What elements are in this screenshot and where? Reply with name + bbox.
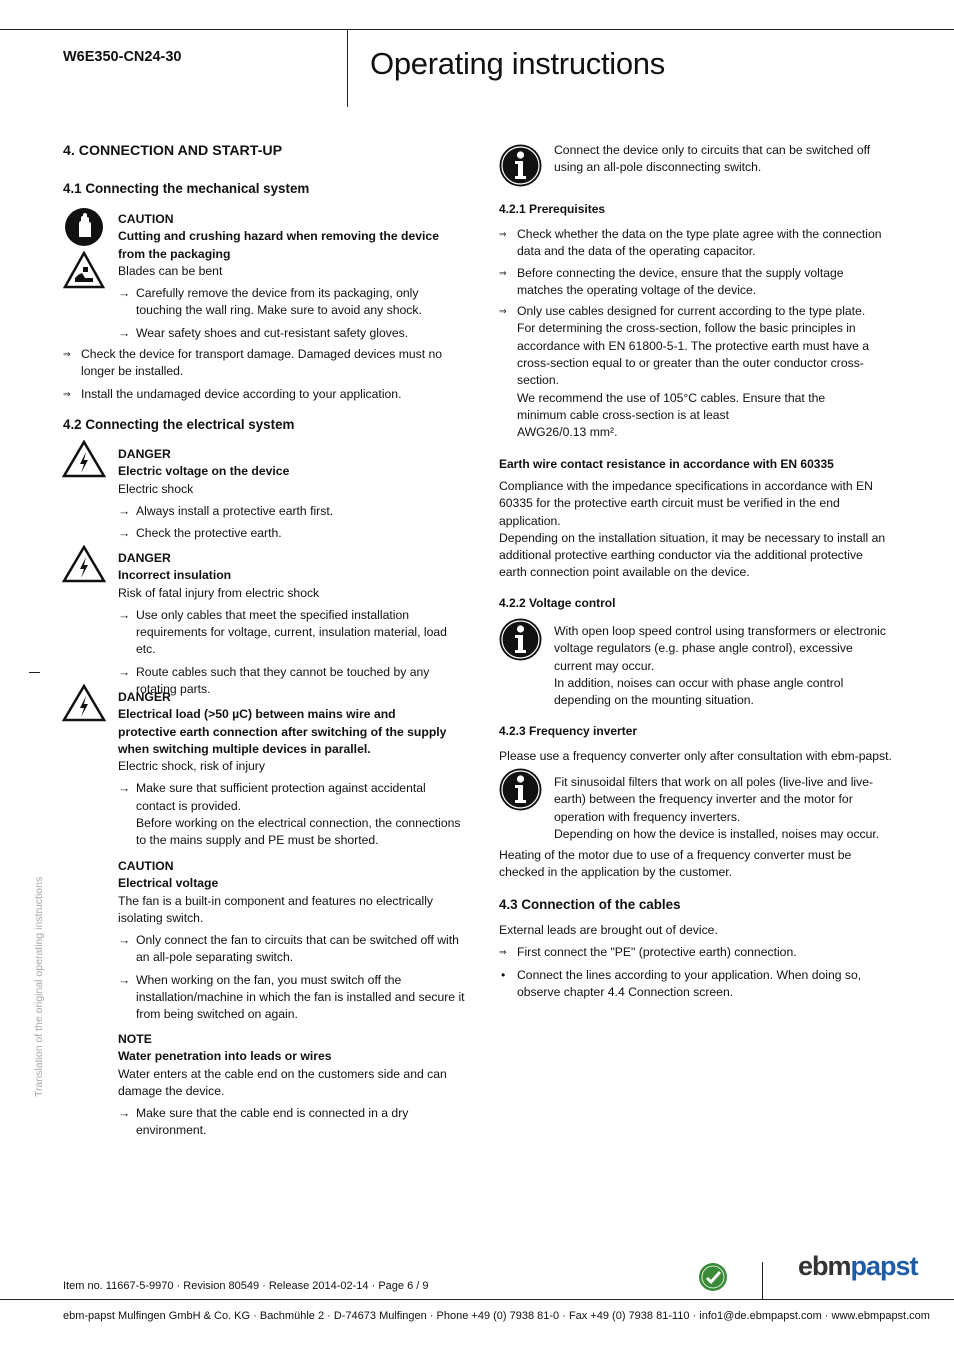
danger-label: DANGER	[118, 551, 171, 565]
gloves-icon	[63, 207, 105, 252]
note-text: Water enters at the cable end on the customers side and can damage the device.	[118, 1066, 447, 1098]
info-icon	[499, 768, 542, 816]
electric-warning-icon	[62, 440, 106, 483]
caution-label: CAUTION	[118, 859, 174, 873]
footer-rule	[0, 1299, 954, 1300]
footer-divider	[762, 1262, 763, 1300]
danger-headline: Electrical load (>50 µC) between mains wire and protective earth connection after switching of the supply when switching multiple devices in parallel.	[118, 707, 447, 756]
section-4-2-1-title: 4.2.1 Prerequisites	[499, 202, 606, 216]
caution-text: Blades can be bent	[118, 263, 223, 278]
electric-warning-icon	[62, 684, 106, 727]
caution-text: The fan is a built-in component and features no electrically isolating switch.	[118, 893, 434, 925]
caution-headline: Cutting and crushing hazard when removing the device from the packaging	[118, 229, 439, 261]
caution-action: → Only connect the fan to circuits that can be switched off with an all-pole separating switch.	[118, 932, 466, 967]
danger-label: DANGER	[118, 690, 171, 704]
bullet-item: ⇒ Only use cables designed for current according to the type plate.	[517, 304, 866, 319]
info-text: Connect the device only to circuits that can be switched off using an all-pole disconnecting switch.	[554, 143, 871, 175]
danger-action: → Route cables such that they cannot be touched by any rotating parts.	[118, 664, 446, 699]
danger-action: → Make sure that sufficient protection against accidental contact is provided.	[136, 781, 426, 813]
bullet-item: ⇒ Install the undamaged device according to your application.	[63, 386, 463, 403]
paragraph: External leads are brought out of device.	[499, 923, 718, 937]
margin-tick	[29, 672, 40, 673]
logo-ebm: ebm	[798, 1251, 851, 1281]
header-top-rule	[0, 29, 954, 30]
model-number: W6E350-CN24-30	[63, 49, 182, 65]
bullet-item: ⇒ Before connecting the device, ensure that the supply voltage matches the operating voltage of the device.	[499, 265, 889, 300]
item-info: Item no. 11667-5-9970 · Revision 80549 · Release 2014-02-14 · Page 6 / 9	[63, 1280, 429, 1292]
danger-action: → Use only cables that meet the specified installation requirements for voltage, current, insulation material, load etc.	[118, 607, 466, 659]
note-action: → Make sure that the cable end is connected in a dry environment.	[118, 1105, 436, 1140]
caution-headline: Electrical voltage	[118, 876, 219, 891]
danger-label: DANGER	[118, 447, 171, 461]
caution-label: CAUTION	[118, 212, 174, 226]
note-label: NOTE	[118, 1032, 152, 1046]
bullet-item: • Connect the lines according to your application. When doing so, observe chapter 4.4 Connection screen.	[499, 967, 877, 1002]
ebmpapst-logo	[798, 1251, 918, 1281]
section-title: 4. CONNECTION AND START-UP	[63, 143, 283, 159]
section-4-2-3-title: 4.2.3 Frequency inverter	[499, 724, 638, 738]
danger-action: → Check the protective earth.	[118, 525, 468, 542]
danger-text: Electric shock	[118, 481, 194, 496]
info-text: Fit sinusoidal filters that work on all poles (live-live and live-earth) between the frequency inverter and the motor for operation with frequency inverters.	[554, 775, 874, 824]
danger-text: Risk of fatal injury from electric shock	[118, 585, 320, 600]
earth-wire-title: Earth wire contact resistance in accordance with EN 60335	[499, 457, 834, 471]
caution-action: → Carefully remove the device from its packaging, only touching the wall ring. Make sure to avoid any shock.	[118, 285, 466, 320]
greentech-badge-icon	[698, 1262, 728, 1297]
danger-action-note: Before working on the electrical connection, the connections to the mains supply and PE must be shorted.	[136, 816, 461, 848]
section-4-2-title: 4.2 Connecting the electrical system	[63, 417, 295, 432]
bullet-subtext: We recommend the use of 105°C cables. Ensure that the minimum cable cross-section is at least	[517, 390, 826, 422]
info-text: In addition, noises can occur with phase angle control depending on the mounting situation.	[554, 675, 844, 708]
danger-action: → Always install a protective earth first.	[118, 503, 468, 520]
bullet-subtext: AWG26/0.13 mm².	[517, 425, 618, 440]
side-note: Translation of the original operating instructions	[33, 876, 45, 1097]
bullet-item: ⇒ Check the device for transport damage. Damaged devices must no longer be installed.	[63, 346, 463, 381]
info-text: Depending on how the device is installed, noises may occur.	[554, 826, 880, 841]
bullet-item: ⇒ First connect the "PE" (protective earth) connection.	[499, 944, 889, 961]
company-info: ebm-papst Mulfingen GmbH & Co. KG · Bachmühle 2 · D-74673 Mulfingen · Phone +49 (0) 7938 81-0 · Fax +49 (0) 7938 81-110 · info1@de.ebmpapst.com · www.ebmpapst.com	[63, 1310, 930, 1322]
section-4-3-title: 4.3 Connection of the cables	[499, 897, 681, 912]
hand-crush-warning-icon	[63, 251, 105, 294]
caution-action: → Wear safety shoes and cut-resistant safety gloves.	[118, 325, 468, 342]
info-icon	[499, 144, 542, 192]
danger-text: Electric shock, risk of injury	[118, 759, 265, 774]
paragraph: Please use a frequency converter only after consultation with ebm-papst.	[499, 749, 892, 763]
danger-headline: Incorrect insulation	[118, 568, 232, 583]
section-4-2-2-title: 4.2.2 Voltage control	[499, 596, 616, 610]
paragraph: Depending on the installation situation, it may be necessary to install an additional protective earthing conductor via the additional protective earth connection point available on the device.	[499, 530, 886, 580]
bullet-subtext: For determining the cross-section, follow the basic principles in accordance with EN 61800-5-1. The protective earth must have a cross-section equal to or greater than the outer conductor cross-section.	[517, 321, 870, 388]
info-icon	[499, 618, 542, 666]
section-4-1-title: 4.1 Connecting the mechanical system	[63, 181, 310, 196]
page-title: Operating instructions	[370, 46, 665, 81]
bullet-item: ⇒ Check whether the data on the type plate agree with the connection data and the data of the operating capacitor.	[499, 226, 889, 261]
danger-headline: Electric voltage on the device	[118, 464, 290, 479]
caution-action: → When working on the fan, you must switch off the installation/machine in which the fan is installed and secure it from being switched on again.	[118, 972, 466, 1024]
note-headline: Water penetration into leads or wires	[118, 1049, 332, 1064]
logo-papst: papst	[850, 1251, 918, 1281]
electric-warning-icon	[62, 545, 106, 588]
paragraph: Heating of the motor due to use of a frequency converter must be checked in the application by the customer.	[499, 848, 852, 880]
paragraph: Compliance with the impedance specifications in accordance with EN 60335 for the protective earth circuit must be verified in the end application.	[499, 479, 873, 528]
info-text: With open loop speed control using transformers or electronic voltage regulators (e.g. phase angle control), excessive current may occur.	[554, 624, 886, 673]
header-divider	[347, 29, 348, 107]
